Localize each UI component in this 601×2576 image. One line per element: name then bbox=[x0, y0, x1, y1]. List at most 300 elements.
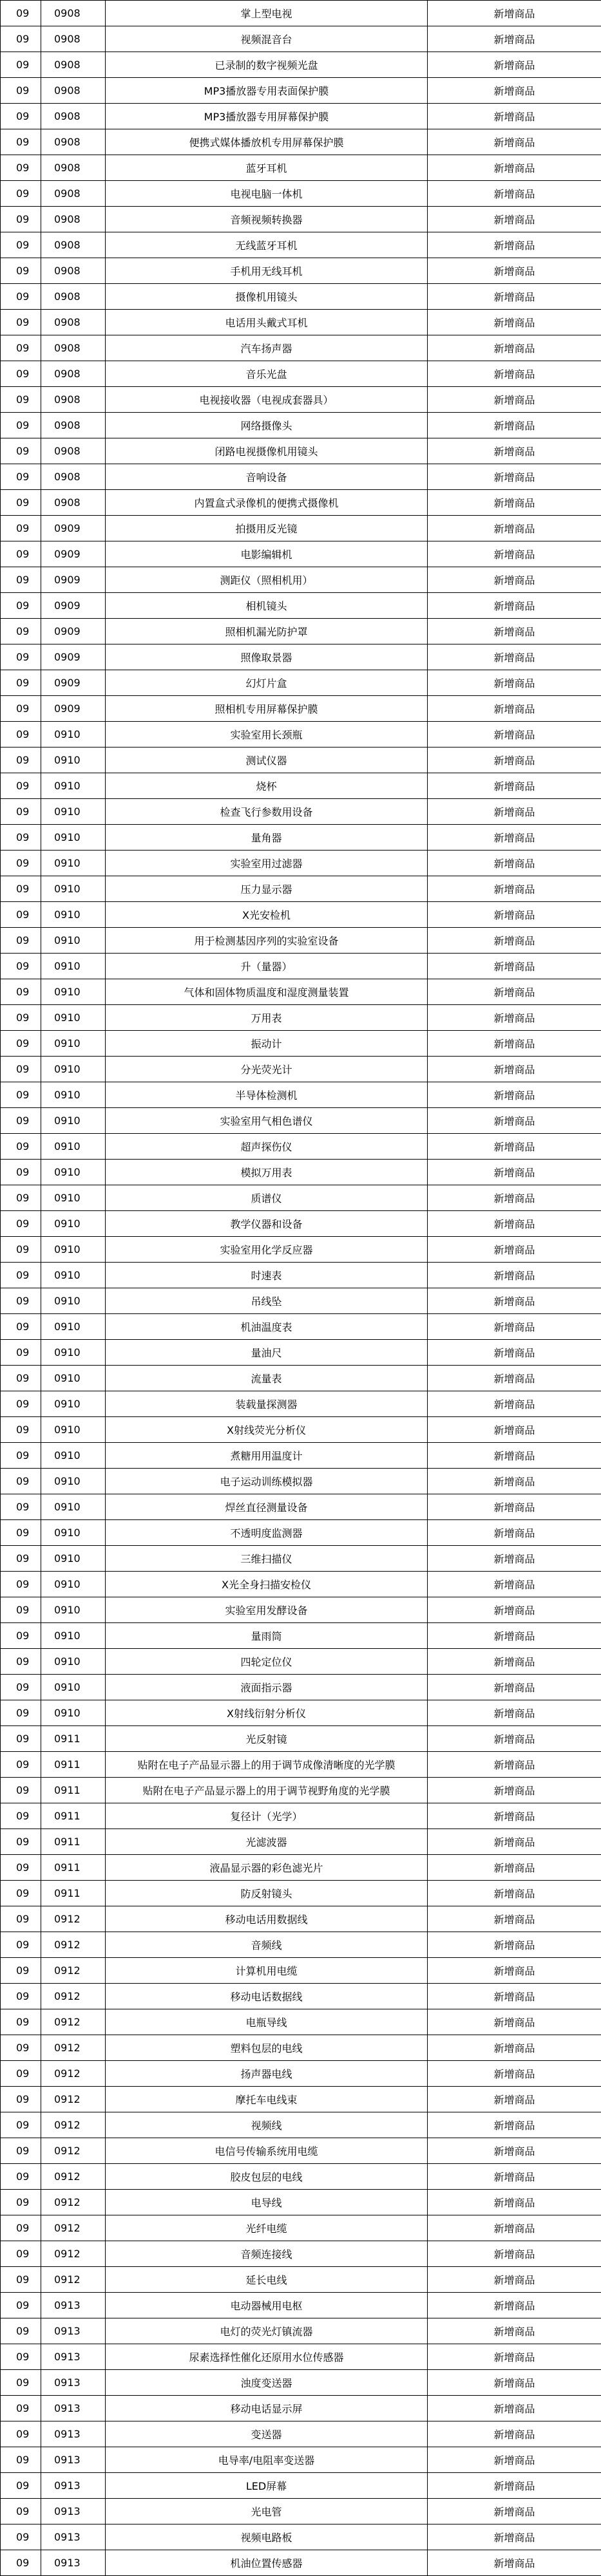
group-cell: 0912 bbox=[41, 2241, 106, 2267]
group-cell: 0911 bbox=[41, 1803, 106, 1829]
status-cell: 新增商品 bbox=[428, 928, 601, 954]
class-cell: 09 bbox=[1, 747, 41, 773]
table-row bbox=[1, 464, 601, 490]
status-cell: 新增商品 bbox=[428, 2447, 601, 2473]
group-cell: 0910 bbox=[41, 876, 106, 902]
goods-name-cell: 超声探伤仪 bbox=[106, 1134, 428, 1160]
status-cell: 新增商品 bbox=[428, 413, 601, 438]
group-cell: 0908 bbox=[41, 438, 106, 464]
goods-name-cell: 量角器 bbox=[106, 825, 428, 851]
group-cell: 0911 bbox=[41, 1855, 106, 1881]
class-cell: 09 bbox=[1, 2499, 41, 2524]
table-row bbox=[1, 2293, 601, 2318]
status-cell: 新增商品 bbox=[428, 1520, 601, 1546]
class-cell: 09 bbox=[1, 928, 41, 954]
class-cell: 09 bbox=[1, 52, 41, 78]
status-cell: 新增商品 bbox=[428, 155, 601, 181]
class-cell: 09 bbox=[1, 1984, 41, 2009]
status-cell: 新增商品 bbox=[428, 1340, 601, 1366]
class-cell: 09 bbox=[1, 1546, 41, 1572]
goods-name-cell: 电动器械用电枢 bbox=[106, 2293, 428, 2318]
status-cell: 新增商品 bbox=[428, 2215, 601, 2241]
class-cell: 09 bbox=[1, 361, 41, 387]
group-cell: 0912 bbox=[41, 2215, 106, 2241]
class-cell: 09 bbox=[1, 1829, 41, 1855]
class-cell: 09 bbox=[1, 2550, 41, 2576]
table-row bbox=[1, 2396, 601, 2421]
group-cell: 0910 bbox=[41, 1314, 106, 1340]
class-cell: 09 bbox=[1, 1057, 41, 1082]
goods-name-cell: 测距仪（照相机用） bbox=[106, 567, 428, 593]
class-cell: 09 bbox=[1, 541, 41, 567]
group-cell: 0910 bbox=[41, 1494, 106, 1520]
class-cell: 09 bbox=[1, 1263, 41, 1288]
class-cell: 09 bbox=[1, 979, 41, 1005]
group-cell: 0913 bbox=[41, 2293, 106, 2318]
table-row bbox=[1, 1005, 601, 1031]
table-row bbox=[1, 207, 601, 232]
class-cell: 09 bbox=[1, 232, 41, 258]
group-cell: 0908 bbox=[41, 52, 106, 78]
group-cell: 0910 bbox=[41, 1160, 106, 1185]
status-cell: 新增商品 bbox=[428, 1700, 601, 1726]
status-cell: 新增商品 bbox=[428, 670, 601, 696]
status-cell: 新增商品 bbox=[428, 722, 601, 747]
class-cell: 09 bbox=[1, 1, 41, 26]
status-cell: 新增商品 bbox=[428, 1984, 601, 2009]
group-cell: 0913 bbox=[41, 2370, 106, 2396]
class-cell: 09 bbox=[1, 1675, 41, 1700]
group-cell: 0913 bbox=[41, 2524, 106, 2550]
goods-name-cell: 拍摄用反光镜 bbox=[106, 516, 428, 541]
group-cell: 0913 bbox=[41, 2421, 106, 2447]
group-cell: 0911 bbox=[41, 1726, 106, 1752]
goods-name-cell: X光全身扫描安检仪 bbox=[106, 1572, 428, 1597]
group-cell: 0912 bbox=[41, 2138, 106, 2164]
class-cell: 09 bbox=[1, 129, 41, 155]
group-cell: 0912 bbox=[41, 1906, 106, 1932]
group-cell: 0910 bbox=[41, 1185, 106, 1211]
class-cell: 09 bbox=[1, 1752, 41, 1778]
class-cell: 09 bbox=[1, 1881, 41, 1906]
group-cell: 0909 bbox=[41, 696, 106, 722]
status-cell: 新增商品 bbox=[428, 52, 601, 78]
class-cell: 09 bbox=[1, 387, 41, 413]
table-row bbox=[1, 619, 601, 644]
status-cell: 新增商品 bbox=[428, 1288, 601, 1314]
status-cell: 新增商品 bbox=[428, 207, 601, 232]
table-body bbox=[1, 1, 601, 2576]
status-cell: 新增商品 bbox=[428, 541, 601, 567]
class-cell: 09 bbox=[1, 722, 41, 747]
table-row bbox=[1, 1803, 601, 1829]
status-cell: 新增商品 bbox=[428, 747, 601, 773]
class-cell: 09 bbox=[1, 438, 41, 464]
table-row bbox=[1, 644, 601, 670]
group-cell: 0910 bbox=[41, 928, 106, 954]
goods-name-cell: 机油位置传感器 bbox=[106, 2550, 428, 2576]
goods-name-cell: 尿素选择性催化还原用水位传感器 bbox=[106, 2344, 428, 2370]
goods-name-cell: 复径计（光学） bbox=[106, 1803, 428, 1829]
table-row bbox=[1, 1572, 601, 1597]
group-cell: 0910 bbox=[41, 1237, 106, 1263]
goods-name-cell: 流量表 bbox=[106, 1366, 428, 1391]
goods-name-cell: 煮糖用用温度计 bbox=[106, 1443, 428, 1469]
group-cell: 0913 bbox=[41, 2344, 106, 2370]
group-cell: 0909 bbox=[41, 670, 106, 696]
goods-name-cell: 振动计 bbox=[106, 1031, 428, 1057]
table-row bbox=[1, 1906, 601, 1932]
goods-name-cell: X射线衍射分析仪 bbox=[106, 1700, 428, 1726]
table-row bbox=[1, 413, 601, 438]
class-cell: 09 bbox=[1, 2473, 41, 2499]
class-cell: 09 bbox=[1, 335, 41, 361]
goods-name-cell: 相机镜头 bbox=[106, 593, 428, 619]
table-row bbox=[1, 2009, 601, 2035]
table-row bbox=[1, 696, 601, 722]
table-row bbox=[1, 129, 601, 155]
table-row bbox=[1, 78, 601, 104]
group-cell: 0913 bbox=[41, 2318, 106, 2344]
group-cell: 0913 bbox=[41, 2396, 106, 2421]
goods-name-cell: 量雨筒 bbox=[106, 1623, 428, 1649]
table-row bbox=[1, 2550, 601, 2576]
status-cell: 新增商品 bbox=[428, 104, 601, 129]
group-cell: 0908 bbox=[41, 1, 106, 26]
status-cell: 新增商品 bbox=[428, 438, 601, 464]
table-row bbox=[1, 335, 601, 361]
class-cell: 09 bbox=[1, 1160, 41, 1185]
goods-name-cell: 电话用头戴式耳机 bbox=[106, 310, 428, 335]
table-row bbox=[1, 1700, 601, 1726]
status-cell: 新增商品 bbox=[428, 2035, 601, 2061]
status-cell: 新增商品 bbox=[428, 1417, 601, 1443]
status-cell: 新增商品 bbox=[428, 567, 601, 593]
status-cell: 新增商品 bbox=[428, 1726, 601, 1752]
table-row bbox=[1, 2241, 601, 2267]
class-cell: 09 bbox=[1, 1082, 41, 1108]
group-cell: 0909 bbox=[41, 619, 106, 644]
goods-name-cell: 电视接收器（电视成套器具） bbox=[106, 387, 428, 413]
group-cell: 0910 bbox=[41, 722, 106, 747]
group-cell: 0910 bbox=[41, 1366, 106, 1391]
class-cell: 09 bbox=[1, 1108, 41, 1134]
group-cell: 0910 bbox=[41, 1134, 106, 1160]
status-cell: 新增商品 bbox=[428, 78, 601, 104]
class-cell: 09 bbox=[1, 207, 41, 232]
status-cell: 新增商品 bbox=[428, 1675, 601, 1700]
status-cell: 新增商品 bbox=[428, 2267, 601, 2293]
status-cell: 新增商品 bbox=[428, 1211, 601, 1237]
goods-name-cell: 已录制的数字视频光盘 bbox=[106, 52, 428, 78]
status-cell: 新增商品 bbox=[428, 1314, 601, 1340]
class-cell: 09 bbox=[1, 310, 41, 335]
class-cell: 09 bbox=[1, 1855, 41, 1881]
class-cell: 09 bbox=[1, 1649, 41, 1675]
goods-name-cell: 音乐光盘 bbox=[106, 361, 428, 387]
status-cell: 新增商品 bbox=[428, 2473, 601, 2499]
status-cell: 新增商品 bbox=[428, 1057, 601, 1082]
status-cell: 新增商品 bbox=[428, 1881, 601, 1906]
goods-name-cell: 视频线 bbox=[106, 2112, 428, 2138]
table-row bbox=[1, 2061, 601, 2087]
group-cell: 0910 bbox=[41, 747, 106, 773]
table-row bbox=[1, 1391, 601, 1417]
group-cell: 0910 bbox=[41, 1005, 106, 1031]
table-row bbox=[1, 490, 601, 516]
group-cell: 0908 bbox=[41, 155, 106, 181]
goods-name-cell: X光安检机 bbox=[106, 902, 428, 928]
status-cell: 新增商品 bbox=[428, 464, 601, 490]
group-cell: 0910 bbox=[41, 1623, 106, 1649]
status-cell: 新增商品 bbox=[428, 361, 601, 387]
goods-name-cell: 移动电话用数据线 bbox=[106, 1906, 428, 1932]
status-cell: 新增商品 bbox=[428, 902, 601, 928]
goods-name-cell: 计算机用电缆 bbox=[106, 1958, 428, 1984]
goods-name-cell: 质谱仪 bbox=[106, 1185, 428, 1211]
status-cell: 新增商品 bbox=[428, 1443, 601, 1469]
status-cell: 新增商品 bbox=[428, 516, 601, 541]
class-cell: 09 bbox=[1, 670, 41, 696]
status-cell: 新增商品 bbox=[428, 1494, 601, 1520]
goods-name-cell: 液面指示器 bbox=[106, 1675, 428, 1700]
table-row bbox=[1, 2421, 601, 2447]
group-cell: 0909 bbox=[41, 541, 106, 567]
goods-name-cell: 分光荧光计 bbox=[106, 1057, 428, 1082]
table-row bbox=[1, 954, 601, 979]
table-row bbox=[1, 1520, 601, 1546]
table-row bbox=[1, 1160, 601, 1185]
status-cell: 新增商品 bbox=[428, 1597, 601, 1623]
group-cell: 0913 bbox=[41, 2499, 106, 2524]
status-cell: 新增商品 bbox=[428, 2524, 601, 2550]
class-cell: 09 bbox=[1, 902, 41, 928]
status-cell: 新增商品 bbox=[428, 284, 601, 310]
table-row bbox=[1, 284, 601, 310]
class-cell: 09 bbox=[1, 2009, 41, 2035]
group-cell: 0908 bbox=[41, 335, 106, 361]
class-cell: 09 bbox=[1, 2138, 41, 2164]
table-row bbox=[1, 516, 601, 541]
class-cell: 09 bbox=[1, 1932, 41, 1958]
status-cell: 新增商品 bbox=[428, 644, 601, 670]
table-row bbox=[1, 902, 601, 928]
goods-name-cell: 蓝牙耳机 bbox=[106, 155, 428, 181]
goods-name-cell: 摄像机用镜头 bbox=[106, 284, 428, 310]
status-cell: 新增商品 bbox=[428, 2499, 601, 2524]
status-cell: 新增商品 bbox=[428, 2550, 601, 2576]
status-cell: 新增商品 bbox=[428, 593, 601, 619]
group-cell: 0910 bbox=[41, 1211, 106, 1237]
group-cell: 0910 bbox=[41, 1597, 106, 1623]
status-cell: 新增商品 bbox=[428, 1082, 601, 1108]
status-cell: 新增商品 bbox=[428, 773, 601, 799]
class-cell: 09 bbox=[1, 2112, 41, 2138]
group-cell: 0912 bbox=[41, 1958, 106, 1984]
status-cell: 新增商品 bbox=[428, 129, 601, 155]
group-cell: 0908 bbox=[41, 129, 106, 155]
group-cell: 0908 bbox=[41, 490, 106, 516]
goods-name-cell: 用于检测基因序列的实验室设备 bbox=[106, 928, 428, 954]
group-cell: 0908 bbox=[41, 464, 106, 490]
class-cell: 09 bbox=[1, 1520, 41, 1546]
group-cell: 0910 bbox=[41, 1082, 106, 1108]
goods-name-cell: 光反射镜 bbox=[106, 1726, 428, 1752]
table-row bbox=[1, 1469, 601, 1494]
status-cell: 新增商品 bbox=[428, 1546, 601, 1572]
class-cell: 09 bbox=[1, 1366, 41, 1391]
class-cell: 09 bbox=[1, 2164, 41, 2190]
class-cell: 09 bbox=[1, 155, 41, 181]
class-cell: 09 bbox=[1, 799, 41, 825]
table-row bbox=[1, 876, 601, 902]
table-row bbox=[1, 52, 601, 78]
table-row bbox=[1, 104, 601, 129]
table-row bbox=[1, 567, 601, 593]
table-row bbox=[1, 851, 601, 876]
status-cell: 新增商品 bbox=[428, 2318, 601, 2344]
status-cell: 新增商品 bbox=[428, 1160, 601, 1185]
group-cell: 0912 bbox=[41, 2112, 106, 2138]
goods-name-cell: 电影编辑机 bbox=[106, 541, 428, 567]
status-cell: 新增商品 bbox=[428, 1237, 601, 1263]
class-cell: 09 bbox=[1, 876, 41, 902]
table-row bbox=[1, 2215, 601, 2241]
group-cell: 0911 bbox=[41, 1881, 106, 1906]
group-cell: 0909 bbox=[41, 516, 106, 541]
goods-name-cell: 音频线 bbox=[106, 1932, 428, 1958]
group-cell: 0910 bbox=[41, 1391, 106, 1417]
status-cell: 新增商品 bbox=[428, 2293, 601, 2318]
table-row bbox=[1, 2344, 601, 2370]
class-cell: 09 bbox=[1, 1572, 41, 1597]
goods-name-cell: 照相机漏光防护罩 bbox=[106, 619, 428, 644]
table-row bbox=[1, 1623, 601, 1649]
table-row bbox=[1, 1340, 601, 1366]
goods-name-cell: 液晶显示器的彩色滤光片 bbox=[106, 1855, 428, 1881]
group-cell: 0910 bbox=[41, 1417, 106, 1443]
goods-name-cell: 吊线坠 bbox=[106, 1288, 428, 1314]
status-cell: 新增商品 bbox=[428, 1803, 601, 1829]
group-cell: 0910 bbox=[41, 1546, 106, 1572]
goods-name-cell: LED屏幕 bbox=[106, 2473, 428, 2499]
goods-name-cell: 升（量器） bbox=[106, 954, 428, 979]
class-cell: 09 bbox=[1, 1005, 41, 1031]
class-cell: 09 bbox=[1, 644, 41, 670]
goods-name-cell: 照像取景器 bbox=[106, 644, 428, 670]
class-cell: 09 bbox=[1, 1469, 41, 1494]
table-row bbox=[1, 310, 601, 335]
class-cell: 09 bbox=[1, 773, 41, 799]
status-cell: 新增商品 bbox=[428, 181, 601, 207]
group-cell: 0910 bbox=[41, 979, 106, 1005]
class-cell: 09 bbox=[1, 2421, 41, 2447]
group-cell: 0910 bbox=[41, 1340, 106, 1366]
group-cell: 0910 bbox=[41, 1572, 106, 1597]
group-cell: 0913 bbox=[41, 2447, 106, 2473]
status-cell: 新增商品 bbox=[428, 2190, 601, 2215]
group-cell: 0908 bbox=[41, 78, 106, 104]
group-cell: 0912 bbox=[41, 2164, 106, 2190]
goods-name-cell: 时速表 bbox=[106, 1263, 428, 1288]
status-cell: 新增商品 bbox=[428, 1778, 601, 1803]
table-row bbox=[1, 593, 601, 619]
table-row bbox=[1, 1597, 601, 1623]
table-row bbox=[1, 26, 601, 52]
class-cell: 09 bbox=[1, 2087, 41, 2112]
group-cell: 0913 bbox=[41, 2550, 106, 2576]
group-cell: 0912 bbox=[41, 2035, 106, 2061]
table-row bbox=[1, 825, 601, 851]
table-row bbox=[1, 747, 601, 773]
table-row bbox=[1, 232, 601, 258]
group-cell: 0910 bbox=[41, 1649, 106, 1675]
table-row bbox=[1, 1, 601, 26]
goods-name-cell: 贴附在电子产品显示器上的用于调节视野角度的光学膜 bbox=[106, 1778, 428, 1803]
class-cell: 09 bbox=[1, 2370, 41, 2396]
goods-name-cell: 电瓶导线 bbox=[106, 2009, 428, 2035]
status-cell: 新增商品 bbox=[428, 619, 601, 644]
status-cell: 新增商品 bbox=[428, 1263, 601, 1288]
table-row bbox=[1, 1417, 601, 1443]
goods-name-cell: 防反射镜头 bbox=[106, 1881, 428, 1906]
status-cell: 新增商品 bbox=[428, 2344, 601, 2370]
group-cell: 0913 bbox=[41, 2473, 106, 2499]
group-cell: 0908 bbox=[41, 387, 106, 413]
group-cell: 0912 bbox=[41, 2009, 106, 2035]
status-cell: 新增商品 bbox=[428, 1108, 601, 1134]
table-row bbox=[1, 2267, 601, 2293]
class-cell: 09 bbox=[1, 464, 41, 490]
goods-name-cell: X射线荧光分析仪 bbox=[106, 1417, 428, 1443]
group-cell: 0910 bbox=[41, 1469, 106, 1494]
status-cell: 新增商品 bbox=[428, 2138, 601, 2164]
group-cell: 0909 bbox=[41, 593, 106, 619]
goods-name-cell: 贴附在电子产品显示器上的用于调节成像清晰度的光学膜 bbox=[106, 1752, 428, 1778]
group-cell: 0910 bbox=[41, 1443, 106, 1469]
table-row bbox=[1, 773, 601, 799]
table-row bbox=[1, 1881, 601, 1906]
goods-name-cell: 延长电线 bbox=[106, 2267, 428, 2293]
goods-name-cell: 电视电脑一体机 bbox=[106, 181, 428, 207]
goods-name-cell: 光滤波器 bbox=[106, 1829, 428, 1855]
class-cell: 09 bbox=[1, 516, 41, 541]
class-cell: 09 bbox=[1, 1597, 41, 1623]
class-cell: 09 bbox=[1, 567, 41, 593]
group-cell: 0908 bbox=[41, 207, 106, 232]
goods-name-cell: 装载量探测器 bbox=[106, 1391, 428, 1417]
table-row bbox=[1, 1057, 601, 1082]
table-row bbox=[1, 1726, 601, 1752]
status-cell: 新增商品 bbox=[428, 258, 601, 284]
group-cell: 0912 bbox=[41, 1984, 106, 2009]
group-cell: 0909 bbox=[41, 567, 106, 593]
group-cell: 0910 bbox=[41, 1288, 106, 1314]
status-cell: 新增商品 bbox=[428, 851, 601, 876]
group-cell: 0910 bbox=[41, 773, 106, 799]
class-cell: 09 bbox=[1, 1623, 41, 1649]
table-row bbox=[1, 1211, 601, 1237]
goods-name-cell: 幻灯片盒 bbox=[106, 670, 428, 696]
status-cell: 新增商品 bbox=[428, 1005, 601, 1031]
table-row bbox=[1, 1314, 601, 1340]
goods-name-cell: 电信号传输系统用电缆 bbox=[106, 2138, 428, 2164]
class-cell: 09 bbox=[1, 1906, 41, 1932]
table-row bbox=[1, 1443, 601, 1469]
class-cell: 09 bbox=[1, 181, 41, 207]
goods-name-cell: 内置盒式录像机的便携式摄像机 bbox=[106, 490, 428, 516]
class-cell: 09 bbox=[1, 1237, 41, 1263]
